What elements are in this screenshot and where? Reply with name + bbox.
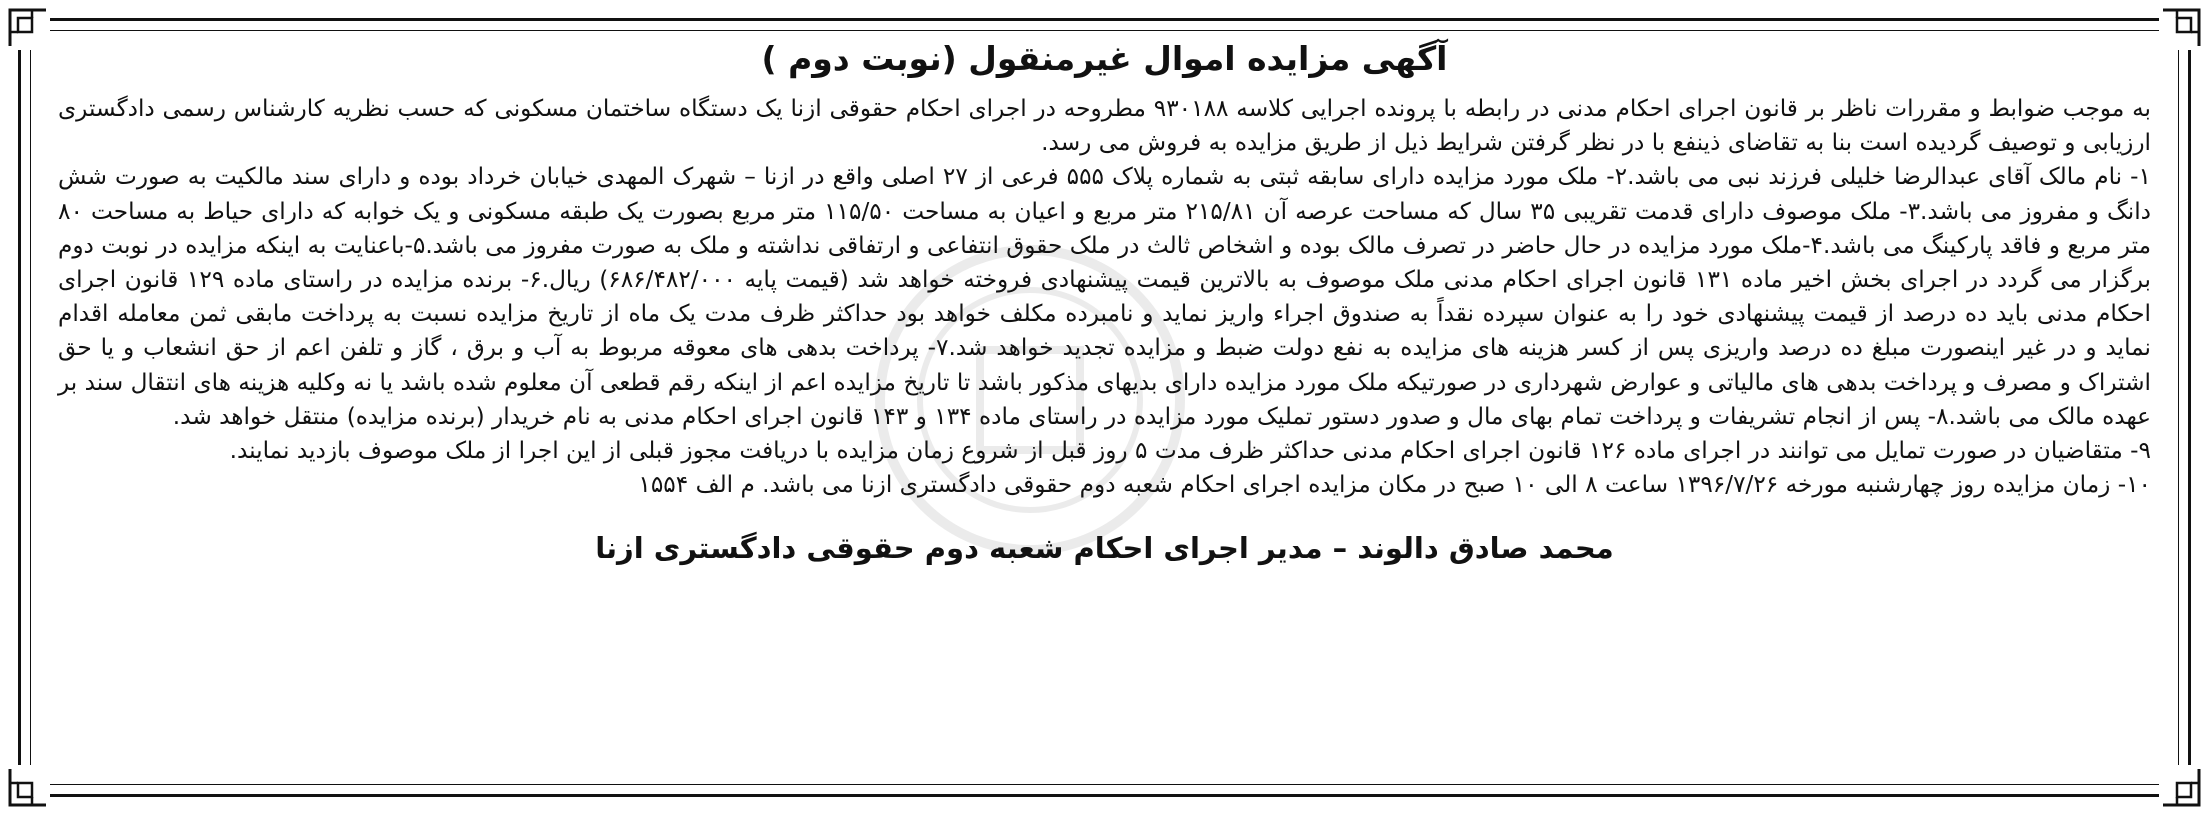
notice-title: آگهی مزایده اموال غیرمنقول (نوبت دوم ) (761, 39, 1448, 78)
notice-visit-paragraph: ۹- متقاضیان در صورت تمایل می توانند در اجرای ماده ۱۲۶ قانون اجرای احکام مدنی حداکثر ظرف مدت ۵ روز قبل از شروع زمان مزایده با دریافت مجوز قبلی از این اجرا از ملک موصوف بازدید نمایند. (229, 437, 2151, 465)
notice-time-paragraph: ۱۰- زمان مزایده روز چهارشنبه مورخه ۱۳۹۶/۷/۲۶ ساعت ۸ الی ۱۰ صبح در مکان مزایده اجرای احکام شعبه دوم حقوقی دادگستری ازنا می باشد. م الف ۱۵۵۴ (638, 471, 2151, 499)
notice-terms-paragraph: ۱- نام مالک آقای عبدالرضا خلیلی فرزند نبی می باشد.۲- ملک مورد مزایده دارای سابقه ثبتی به شماره پلاک ۵۵۵ فرعی از ۲۷ اصلی واقع در ازنا – شهرک المهدی خیابان خرداد بوده و دارای سند مالکیت به صورت شش دانگ و مفروز می باشد.۳- ملک موصوف دارای قدمت تقریبی ۳۵ سال که مساحت عرصه آن ۲۱۵/۸۱ متر مربع و اعیان به مساحت ۱۱۵/۵۰ متر مربع بصورت یک طبقه مسکونی و یک خوابه که دارای حیاط به مساحت ۸۰ متر مربع و فاقد پارکینگ می باشد.۴-ملک مورد مزایده در حال حاضر در تصرف مالک بوده و اشخاص ثالث در ملک حقوق انتفاعی و ارتفاقی نداشته و ملک به صورت مفروز می باشد.۵-باعنایت به اینکه مزایده در نوبت دوم برگزار می گردد در اجرای بخش اخیر ماده ۱۳۱ قانون اجرای احکام مدنی ملک موصوف به بالاترین قیمت پیشنهادی فروخته خواهد شد (قیمت پایه ۶۸۶/۴۸۲/۰۰۰) ریال.۶- برنده مزایده در راستای ماده ۱۲۹ قانون اجرای احکام مدنی باید ده درصد از قیمت پیشنهادی خود را به عنوان سپرده نقداً به صندوق اجراء واریز نماید و نامبرده مکلف خواهد بود حداکثر ظرف مدت یک ماه از تاریخ مزایده نسبت به پرداخت مابقی ثمن معامله اقدام نماید و در غیر اینصورت مبلغ ده درصد واریزی پس از کسر هزینه های مزایده به نفع دولت ضبط و مزایده تجدید خواهد شد.۷- پرداخت بدهی های معوقه مربوط به آب و برق ، گاز و تلفن اعم از حق انشعاب و یا حق اشتراک و مصرف و پرداخت بدهی های مالیاتی و عوارض شهرداری در صورتیکه ملک مورد مزایده دارای بدیهای مذکور باشد تا تاریخ مزایده اعم از اینکه رقم قطعی آن معلوم شده باشد یا نه وکلیه هزینه های انتقال سند بر عهده مالک می باشد.۸- پس از انجام تشریفات و پرداخت تمام بهای مال و صدور دستور تملیک مورد مزایده در راستای ماده ۱۳۴ و ۱۴۳ قانون اجرای احکام مدنی به نام خریدار (برنده مزایده) منتقل خواهد شد. (58, 163, 2152, 430)
corner-ornament-icon (6, 765, 50, 809)
notice-signature: محمد صادق دالوند – مدیر اجرای احکام شعبه دوم حقوقی دادگستری ازنا (595, 531, 1614, 566)
notice-content (58, 36, 2151, 775)
notice-intro-paragraph: به موجب ضوابط و مقررات ناظر بر قانون اجرای احکام مدنی در رابطه با پرونده اجرایی کلاسه ۹۳۰۱۸۸ مطروحه در اجرای احکام حقوقی ازنا یک دستگاه ساختمان مسکونی که حسب نظریه کارشناس رسمی دادگستری ارزیابی و توصیف گردیده است بنا به تقاضای ذینفع با در نظر گرفتن شرایط ذیل از طریق مزایده به فروش می رسد. (58, 95, 2151, 157)
corner-ornament-icon (2159, 6, 2203, 50)
corner-ornament-icon (2159, 765, 2203, 809)
corner-ornament-icon (6, 6, 50, 50)
